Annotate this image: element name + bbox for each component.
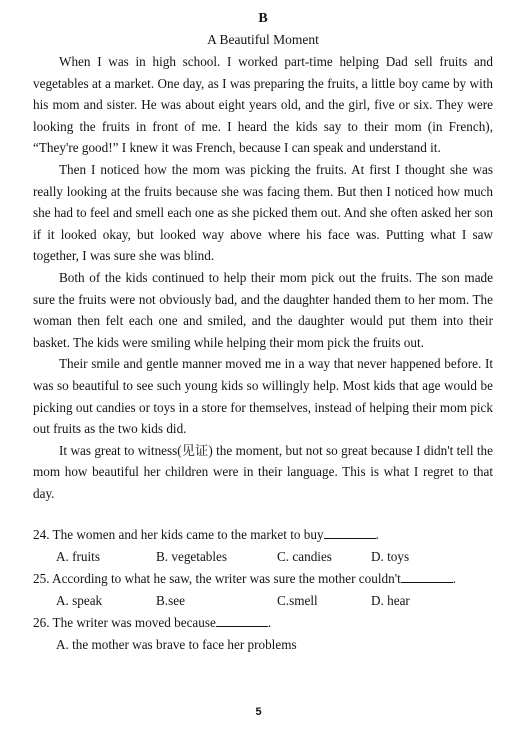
option-d: D. hear [371,593,410,609]
question-26-end: . [267,615,272,631]
paragraph-4: Their smile and gentle manner moved me in a way that never happened before. It was so beautiful to see such young kids so willingly help. Most kids that age would be picking out candies or toys in a store for themselves, instead of helping their mom pick out fruits as the two kids did. [33,356,493,437]
paragraph-3: Both of the kids continued to help their mom pick out the fruits. The son made sure the fruits were not obviously bad, and the daughter handed them to her mom. The woman then felt each one and smiled, and the daughter would put them into their basket. The kids were smiling while helping their mom pick the fruits out. [33,269,493,350]
answer-blank [401,570,453,583]
paragraph-5: It was great to witness(见证) the moment, but not so great because I didn't tell the mom how beautiful her children were in their language. This is what I regret to that day. [33,442,493,501]
question-25-stem: 25. According to what he saw, the writer was sure the mother couldn't [33,571,401,587]
question-25-end: . [452,571,457,587]
passage-body [33,51,493,504]
option-a: A. fruits [56,549,100,565]
paragraph-2: Then I noticed how the mom was picking the fruits. At first I thought she was really looking at the fruits because she was facing them. But then I noticed how much she had to feel and smell each one as she picked them out. And she often asked her son if it looked okay, but looked way above where his face was. Putting what I saw together, I was sure she was blind. [33,161,493,264]
answer-blank [324,526,376,539]
page-number: 5 [255,706,262,718]
passage-title: A Beautiful Moment [207,32,319,47]
question-25-options [33,590,493,612]
option-c: C. candies [277,549,332,565]
question-24 [33,524,493,546]
option-c: C.smell [277,593,318,609]
option-b: B.see [156,593,185,609]
question-25 [33,568,493,590]
question-26-stem: 26. The writer was moved because [33,615,216,631]
answer-blank [216,614,268,627]
question-26-option-a: A. the mother was brave to face her problems [56,637,297,653]
question-24-end: . [375,527,379,543]
question-24-stem: 24. The women and her kids came to the market to buy [33,527,324,543]
section-letter: B [258,11,268,26]
question-26 [33,612,493,634]
question-list [33,524,493,656]
question-24-options [33,546,493,568]
option-b: B. vegetables [156,549,228,565]
option-d: D. toys [371,549,410,565]
option-a: A. speak [56,593,103,609]
paragraph-1: When I was in high school. I worked part-time helping Dad sell fruits and vegetables at a market. One day, as I was preparing the fruits, a little boy came by with his mom and sister. He was about eight years old, and the girl, five or six. They were looking the fruits in front of me. I heard the kids say to their mom (in French), “They're good!” I knew it was French, because I can speak and understand it. [33,54,493,156]
